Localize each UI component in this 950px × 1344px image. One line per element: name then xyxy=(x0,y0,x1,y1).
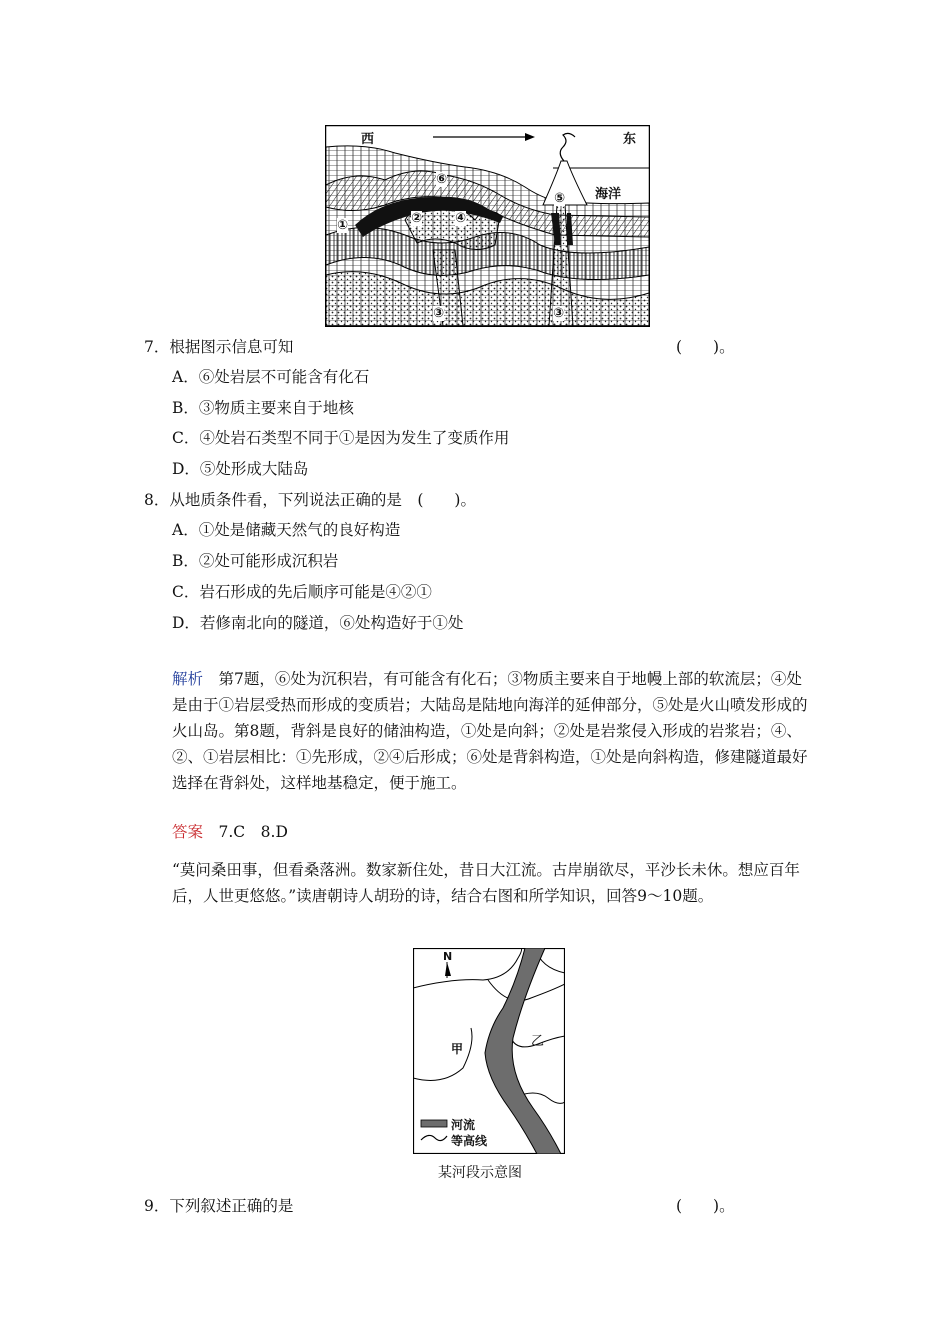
east-label: 东 xyxy=(623,132,637,147)
q8-option-b: B．②处可能形成沉积岩 xyxy=(172,552,339,570)
marker-3a: ③ xyxy=(433,306,445,321)
river-map xyxy=(413,948,565,1154)
geology-figure xyxy=(325,125,650,327)
analysis-label: 解析 xyxy=(172,670,204,688)
ocean-label: 海洋 xyxy=(595,187,622,202)
west-label: 西 xyxy=(361,132,375,147)
q7-option-a: A．⑥处岩层不可能含有化石 xyxy=(172,368,370,386)
q9-paren: ( )。 xyxy=(676,1197,735,1215)
river-figure xyxy=(413,948,565,1154)
north-label: N xyxy=(443,950,453,963)
river-figure-caption: 某河段示意图 xyxy=(438,1165,522,1181)
marker-6: ⑥ xyxy=(436,172,448,187)
q8-option-d: D．若修南北向的隧道，⑥处构造好于①处 xyxy=(172,614,464,632)
q8-option-c: C．岩石形成的先后顺序可能是④②① xyxy=(172,583,432,601)
answer-line xyxy=(172,822,288,842)
geology-diagram xyxy=(325,125,650,327)
marker-5: ⑤ xyxy=(554,191,566,206)
q7-stem: 7．根据图示信息可知 xyxy=(144,338,294,356)
q8-option-a: A．①处是储藏天然气的良好构造 xyxy=(172,521,401,539)
marker-4: ④ xyxy=(455,211,467,226)
yi-label: 乙 xyxy=(531,1034,545,1049)
answer-label: 答案 xyxy=(172,823,204,841)
poem-text: “莫问桑田事，但看桑落洲。数家新住处，昔日大江流。古岸崩欲尽，平沙长未休。想应百年后，人世更悠悠。”读唐朝诗人胡玢的诗，结合右图和所学知识，回答9～10题。 xyxy=(172,861,800,905)
answer-text: 7.C 8.D xyxy=(218,823,288,841)
legend-river-label: 河流 xyxy=(451,1118,476,1132)
q7-option-b: B．③物质主要来自于地核 xyxy=(172,399,354,417)
legend-contour-label: 等高线 xyxy=(451,1134,488,1148)
q9-stem: 9．下列叙述正确的是 xyxy=(144,1197,294,1215)
poem-paragraph xyxy=(172,857,812,909)
jia-label: 甲 xyxy=(451,1042,464,1056)
q7-paren: ( )。 xyxy=(676,338,735,356)
analysis-paragraph xyxy=(172,666,812,796)
q8-stem: 8．从地质条件看，下列说法正确的是 ( )。 xyxy=(144,491,476,509)
marker-3b: ③ xyxy=(553,306,565,321)
q7-option-d: D．⑤处形成大陆岛 xyxy=(172,460,309,478)
analysis-text: 第7题，⑥处为沉积岩，有可能含有化石；③物质主要来自于地幔上部的软流层；④处是由于①岩层受热而形成的变质岩；大陆岛是陆地向海洋的延伸部分，⑤处是火山喷发形成的火山岛。第8题，背斜是良好的储油构造，①处是向斜；②处是岩浆侵入形成的岩浆岩；④、②、①岩层相比：①先形成，②④后形成；⑥处是背斜构造，①处是向斜构造，修建隧道最好选择在背斜处，这样地基稳定，便于施工。 xyxy=(172,670,808,792)
marker-1: ① xyxy=(337,218,349,233)
marker-2: ② xyxy=(411,211,423,226)
q7-option-c: C．④处岩石类型不同于①是因为发生了变质作用 xyxy=(172,429,510,447)
